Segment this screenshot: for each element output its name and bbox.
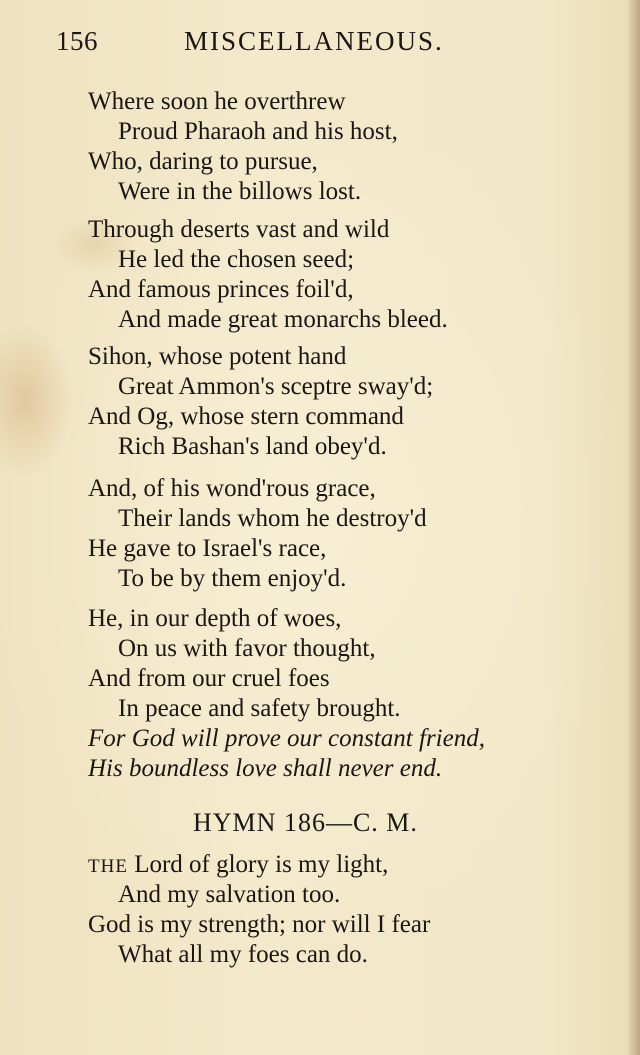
verse-line [88,850,430,880]
verse-line: Were in the billows lost. [118,178,362,205]
small-caps-opening-word: THE [88,856,128,877]
verse-line: Through deserts vast and wild [88,216,390,243]
verse-line: Great Ammon's sceptre sway'd; [118,373,434,400]
verse-line: He led the chosen seed; [118,246,355,273]
chorus-line: For God will prove our constant friend, [88,725,485,752]
verse-line: What all my foes can do. [118,941,368,968]
verse-line: And, of his wond'rous grace, [88,475,376,502]
verse-line: Where soon he overthrew [88,88,346,115]
verse-line: He, in our depth of woes, [88,605,342,632]
chorus-line: His boundless love shall never end. [88,755,443,782]
verse-line: In peace and safety brought. [118,695,401,722]
running-head: MISCELLANEOUS. [184,26,444,56]
stanza-1 [88,87,398,207]
verse-line: On us with favor thought, [118,635,376,662]
verse-line: Proud Pharaoh and his host, [118,118,398,145]
verse-line: Their lands whom he destroy'd [118,505,427,532]
stanza-5 [88,604,485,784]
hymn-title: HYMN 186—C. M. [193,808,418,837]
verse-line: Who, daring to pursue, [88,148,318,175]
verse-line: Rich Bashan's land obey'd. [118,433,387,460]
page-number: 156 [56,26,98,56]
first-line-rest: Lord of glory is my light, [127,851,389,878]
verse-line: And my salvation too. [118,881,341,908]
verse-line: To be by them enjoy'd. [118,565,347,592]
stanza-4 [88,474,427,594]
verse-line: And Og, whose stern command [88,403,404,430]
page-edge-shadow [626,0,640,1055]
page-header [56,26,612,66]
stanza-3 [88,342,433,462]
verse-line: And from our cruel foes [88,665,330,692]
verse-line: And famous princes foil'd, [88,276,354,303]
hymn-186-stanza-1 [88,850,430,970]
verse-line: Sihon, whose potent hand [88,343,347,370]
verse-line: He gave to Israel's race, [88,535,327,562]
verse-line: God is my strength; nor will I fear [88,911,431,938]
verse-line: And made great monarchs bleed. [118,306,448,333]
stanza-2 [88,215,448,335]
